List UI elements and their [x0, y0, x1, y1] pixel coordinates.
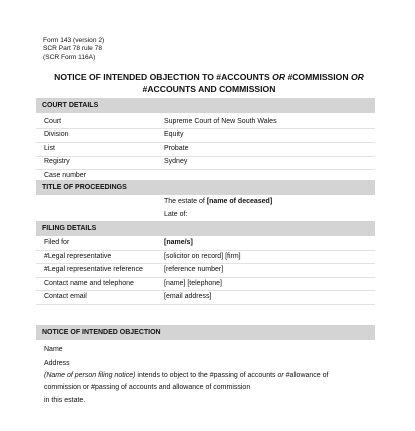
form-rule: SCR Part 78 rule 78 [43, 45, 103, 53]
court-label: Court [44, 118, 62, 125]
form-reference [43, 37, 104, 62]
divider [36, 304, 375, 305]
title-part-3: #ACCOUNTS AND COMMISSION [142, 84, 276, 94]
form-number: Form 143 (version 2) [43, 37, 105, 44]
legal-rep-reference-value: [reference number] [164, 266, 224, 273]
estate-of-line [164, 198, 272, 205]
notice-heading-text: NOTICE OF INTENDED OBJECTION [42, 329, 161, 336]
divider [36, 263, 375, 264]
notice-heading [36, 325, 375, 340]
title-or-2: OR [350, 72, 364, 82]
title-or-1: OR [272, 72, 286, 82]
court-details-heading [36, 98, 375, 113]
objection-or: or [277, 372, 284, 379]
filed-for-label: Filed for [44, 239, 70, 246]
contact-email-value: [email address] [164, 293, 212, 300]
filed-for-name: [name/s] [164, 239, 193, 246]
objection-statement-line-1 [44, 372, 374, 379]
divider [36, 169, 375, 170]
legal-rep-reference-label: #Legal representative reference [44, 266, 143, 273]
title-of-proceedings-heading-text: TITLE OF PROCEEDINGS [42, 184, 127, 191]
filing-details-heading [36, 221, 375, 236]
objection-text: intends to object to the #passing of accounts [135, 372, 278, 379]
contact-name-label: Contact name and telephone [44, 280, 134, 287]
division-label: Division [44, 131, 69, 138]
filing-details-heading-text: FILING DETAILS [42, 225, 97, 232]
filed-for-value [164, 239, 193, 246]
divider [36, 128, 375, 129]
title-of-proceedings-heading [36, 180, 375, 195]
objection-statement-line-3: in this estate. [44, 397, 86, 404]
case-number-label: Case number [44, 172, 87, 179]
division-value: Equity [164, 131, 184, 138]
address-label: Address [44, 360, 70, 367]
name-label: Name [44, 346, 63, 353]
divider [36, 156, 375, 157]
objection-statement-line-2: commission or #passing of accounts and allowance of commission [44, 384, 251, 391]
court-value: Supreme Court of New South Wales [164, 118, 277, 125]
objection-text-end: #allowance of [283, 372, 329, 379]
deceased-name: [name of deceased] [206, 198, 273, 205]
estate-of-prefix: The estate of [164, 198, 207, 205]
registry-label: Registry [44, 158, 70, 165]
person-filing-placeholder: (Name of person filing notice) [44, 372, 136, 379]
title-part-2: #COMMISSION [285, 72, 351, 82]
registry-value: Sydney [164, 158, 188, 165]
form-scr-number: (SCR Form 116A) [43, 53, 96, 61]
divider [36, 142, 375, 143]
court-details-heading-text: COURT DETAILS [42, 102, 99, 109]
contact-email-label: Contact email [44, 293, 87, 300]
divider [36, 290, 375, 291]
late-of-label: Late of: [164, 211, 188, 218]
legal-rep-value: [solicitor on record] [firm] [164, 253, 241, 260]
list-label: List [44, 145, 55, 152]
title-part-1: NOTICE OF INTENDED OBJECTION TO #ACCOUNTS [54, 72, 273, 82]
divider [36, 250, 375, 251]
contact-name-value: [name] [telephone] [164, 280, 222, 287]
list-value: Probate [164, 145, 189, 152]
document-title [43, 71, 375, 95]
divider [36, 277, 375, 278]
legal-rep-label: #Legal representative [44, 253, 112, 260]
